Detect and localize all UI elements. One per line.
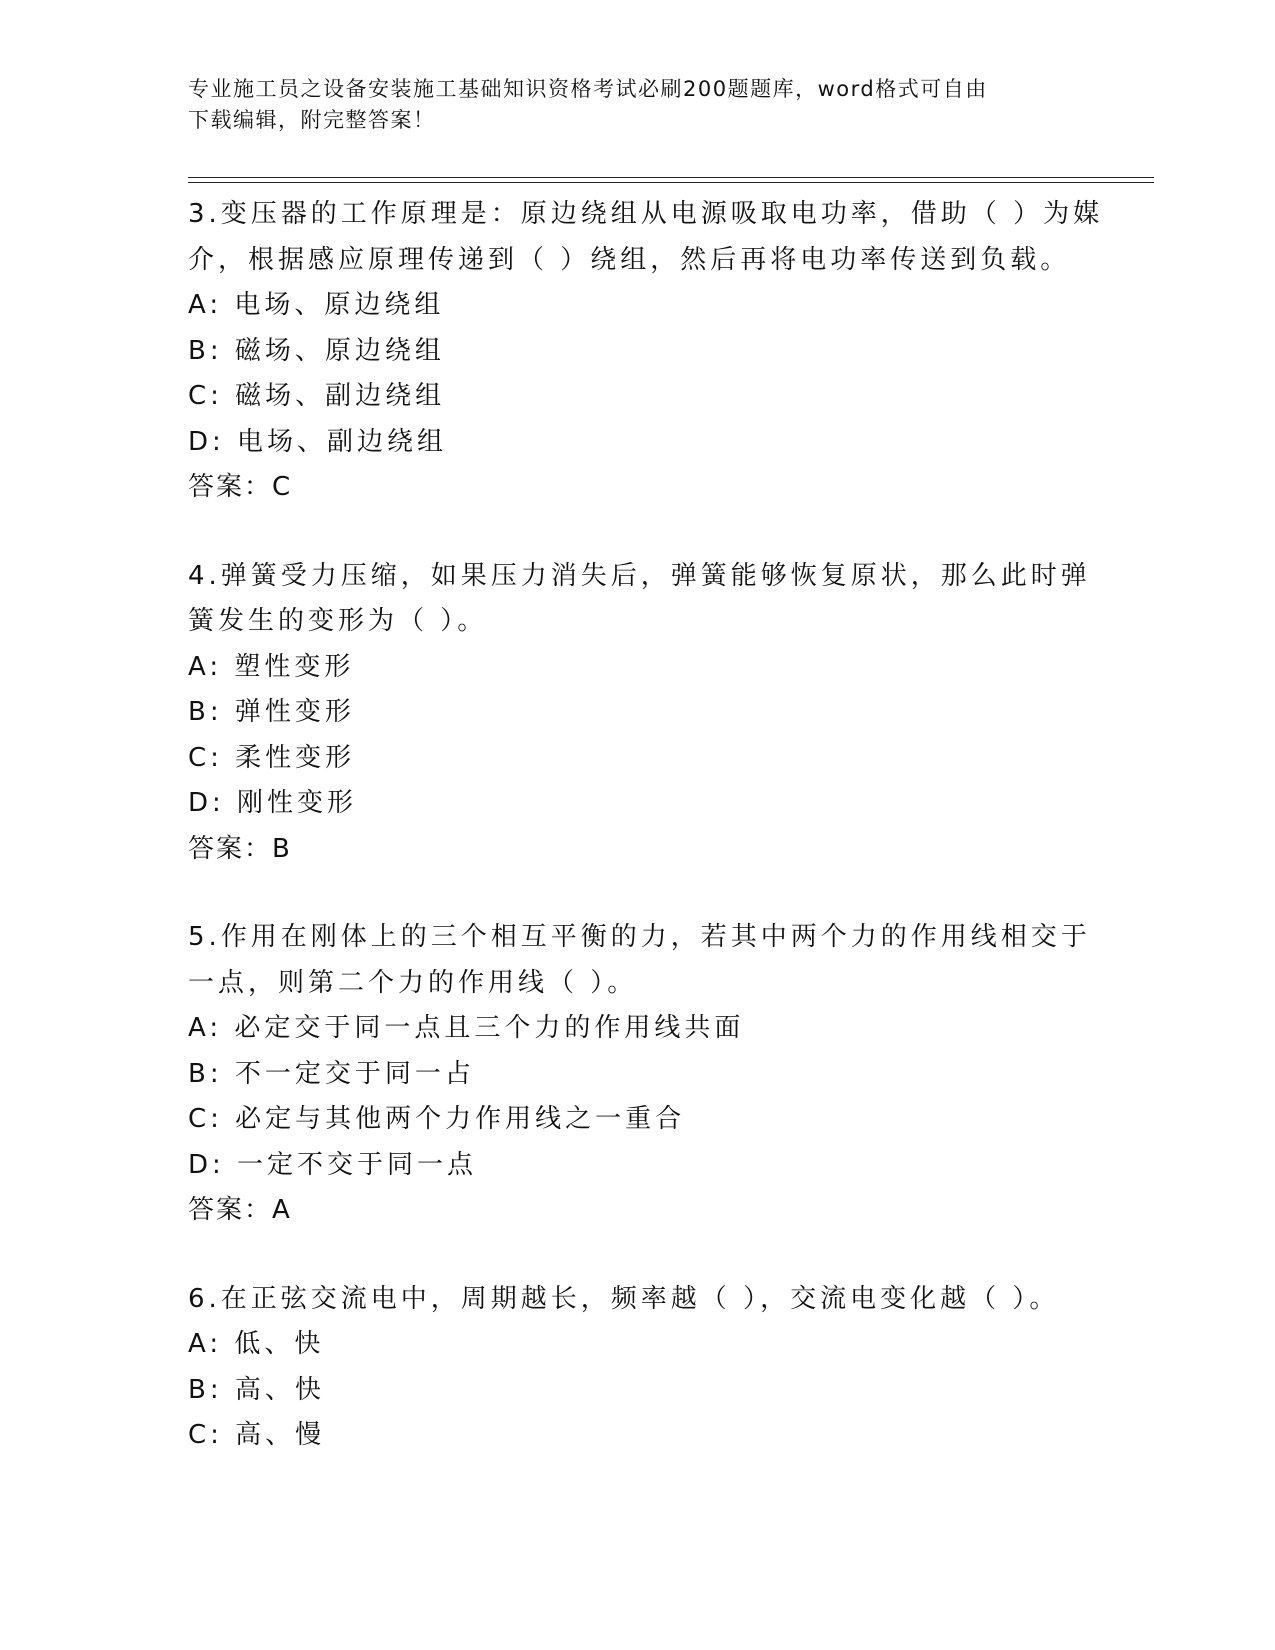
question-text — [188, 1277, 1088, 1323]
answer-line: 答案：C — [188, 472, 293, 502]
option-a: A: 电场、原边绕组 — [188, 290, 445, 320]
option-b: B: 不一定交于同一占 — [188, 1058, 475, 1089]
question-text-line: 簧发生的变形为（ ）。 — [188, 606, 488, 636]
question-text — [188, 554, 1091, 645]
question-spacer — [188, 872, 1088, 915]
question-3 — [188, 192, 1104, 511]
question-text — [188, 192, 1104, 283]
question-text-line: 介，根据感应原理传递到（ ）绕组，然后再将电功率传送到负载。 — [188, 244, 1071, 275]
header-line-1: 专业施工员之设备安装施工基础知识资格考试必刷200题题库，word格式可自由 — [188, 77, 988, 101]
question-text-line: 6.在正弦交流电中，周期越长，频率越（ ），交流电变化越（ ）。 — [188, 1283, 1060, 1314]
option-b: B: 弹性变形 — [188, 697, 355, 727]
option-d: D: 一定不交于同一点 — [188, 1149, 478, 1180]
question-5 — [188, 915, 1091, 1234]
question-spacer — [188, 511, 1088, 554]
question-text-line: 3.变压器的工作原理是：原边绕组从电源吸取电功率，借助（ ）为媒 — [188, 199, 1104, 229]
question-text-line: 一点，则第二个力的作用线（ ）。 — [188, 967, 638, 998]
header-rule-bottom — [188, 182, 1154, 183]
option-b: B: 磁场、原边绕组 — [188, 335, 445, 366]
option-c: C: 必定与其他两个力作用线之一重合 — [188, 1104, 686, 1134]
option-a: A: 必定交于同一点且三个力的作用线共面 — [188, 1013, 745, 1043]
question-text-line: 5.作用在刚体上的三个相互平衡的力，若其中两个力的作用线相交于 — [188, 922, 1091, 952]
option-a: A: 塑性变形 — [188, 651, 355, 682]
question-text — [188, 915, 1091, 1006]
question-4 — [188, 554, 1091, 873]
question-spacer — [188, 1234, 1088, 1277]
option-c: C: 磁场、副边绕组 — [188, 381, 446, 411]
option-a: A: 低、快 — [188, 1329, 325, 1359]
document-header — [188, 74, 1088, 136]
option-b: B: 高、快 — [188, 1374, 325, 1405]
answer-line: 答案：B — [188, 833, 292, 864]
answer-line: 答案：A — [188, 1195, 292, 1225]
option-d: D: 刚性变形 — [188, 788, 358, 818]
option-d: D: 电场、副边绕组 — [188, 426, 448, 457]
question-6 — [188, 1277, 1088, 1459]
question-text-line: 4.弹簧受力压缩，如果压力消失后，弹簧能够恢复原状，那么此时弹 — [188, 560, 1091, 591]
option-c: C: 柔性变形 — [188, 742, 356, 773]
question-list — [188, 192, 1104, 1459]
header-line-2: 下载编辑，附完整答案！ — [188, 108, 436, 132]
header-rule-top — [188, 177, 1154, 178]
option-c: C: 高、慢 — [188, 1420, 326, 1450]
